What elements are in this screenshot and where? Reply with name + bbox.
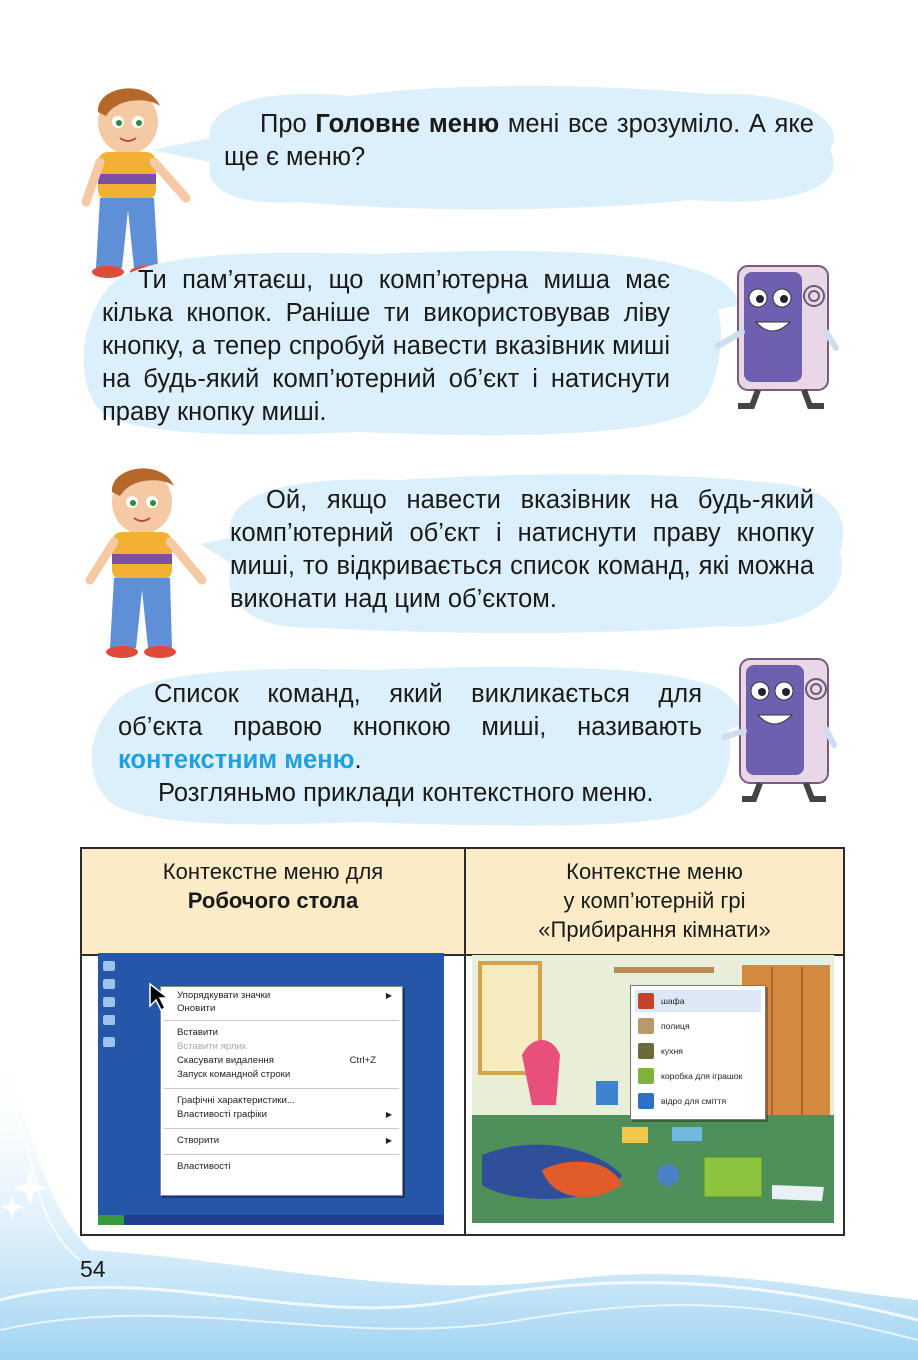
computer-character-illustration bbox=[718, 655, 840, 803]
menu-item[interactable]: Вставити bbox=[177, 1027, 219, 1038]
menu-item[interactable]: полиця bbox=[635, 1015, 761, 1037]
header-text: «Прибирання кімнати» bbox=[538, 917, 771, 942]
menu-item[interactable]: кухня bbox=[635, 1040, 761, 1062]
computer-2-text-para2: Розгляньмо приклади контекстного меню. bbox=[158, 779, 654, 807]
header-text-bold: Робочого стола bbox=[187, 888, 359, 913]
desktop-icon[interactable] bbox=[103, 1037, 115, 1047]
menu-item[interactable]: Властивості графіки ▶ bbox=[177, 1109, 392, 1120]
header-text: Контекстне меню для bbox=[162, 859, 384, 884]
term-context-menu: контекстним меню bbox=[118, 746, 355, 774]
computer-character-illustration bbox=[708, 262, 843, 410]
chevron-right-icon: ▶ bbox=[385, 1136, 392, 1145]
speech-bubble-boy-2 bbox=[200, 472, 845, 632]
trash-bucket-icon bbox=[638, 1093, 654, 1109]
shortcut-label: Ctrl+Z bbox=[349, 1055, 376, 1066]
boy-2-text: Ой, якщо навести вказівник на будь-який комп’ютерний об’єкт і натиснути праву кнопку миші, то відкривається список команд, які можна виконати над цим об’єктом. bbox=[230, 486, 814, 613]
wardrobe-icon bbox=[638, 993, 654, 1009]
table-header-desktop bbox=[81, 848, 465, 955]
kitchen-icon bbox=[638, 1043, 654, 1059]
menu-item[interactable]: Упорядкувати значки ▶ bbox=[177, 990, 392, 1001]
menu-separator bbox=[164, 1128, 399, 1129]
desktop-context-menu bbox=[160, 986, 403, 1196]
game-screenshot bbox=[472, 955, 834, 1223]
speech-bubble-computer-2 bbox=[88, 664, 748, 824]
desktop-icon[interactable] bbox=[103, 961, 115, 971]
desktop-icon[interactable] bbox=[103, 997, 115, 1007]
start-button[interactable] bbox=[98, 1215, 124, 1225]
chevron-right-icon: ▶ bbox=[385, 991, 392, 1000]
header-text: Контекстне меню bbox=[566, 859, 743, 884]
page-number: 54 bbox=[80, 1256, 106, 1282]
menu-item[interactable]: коробка для іграшок bbox=[635, 1065, 761, 1087]
table-header-game bbox=[465, 848, 844, 955]
menu-item[interactable]: Створити ▶ bbox=[177, 1135, 392, 1146]
menu-separator bbox=[164, 1154, 399, 1155]
menu-item[interactable]: Властивості bbox=[177, 1161, 231, 1172]
chevron-right-icon: ▶ bbox=[385, 1110, 392, 1119]
menu-item[interactable]: Графічні характеристики... bbox=[177, 1095, 295, 1106]
speech-bubble-boy-1 bbox=[150, 88, 840, 206]
speech-bubble-computer-1 bbox=[78, 248, 743, 436]
header-text: у комп’ютерній грі bbox=[563, 888, 746, 913]
menu-item[interactable]: Запуск командной строки bbox=[177, 1069, 291, 1080]
menu-item[interactable]: відро для сміття bbox=[635, 1090, 761, 1112]
boy-character-illustration bbox=[82, 460, 210, 660]
taskbar[interactable] bbox=[98, 1215, 444, 1225]
mouse-pointer-icon bbox=[148, 982, 170, 1012]
term-main-menu: Головне меню bbox=[315, 110, 500, 138]
menu-item[interactable]: Оновити bbox=[177, 1003, 216, 1014]
menu-item[interactable]: Скасувати видалення Ctrl+Z bbox=[177, 1055, 376, 1066]
desktop-icon[interactable] bbox=[103, 979, 115, 989]
shelf-icon bbox=[638, 1018, 654, 1034]
menu-item[interactable]: шафа bbox=[635, 990, 761, 1012]
boy-1-text: Про Головне меню мені все зрозуміло. А яке ще є меню? bbox=[224, 110, 814, 171]
menu-separator bbox=[164, 1088, 399, 1089]
computer-2-text: Список команд, який викликається для об’єкта правою кнопкою миші, називають контекстним меню. bbox=[118, 680, 702, 774]
desktop-screenshot bbox=[98, 953, 444, 1225]
computer-1-text: Ти пам’ятаєш, що комп’ютерна миша має кілька кнопок. Раніше ти використовував ліву кнопку, а тепер спробуй навести вказівник миші на будь-який комп’ютерний об’єкт і натиснути праву кнопку миші. bbox=[102, 266, 670, 426]
menu-item-disabled: Вставити ярлик bbox=[177, 1041, 247, 1052]
toy-box-icon bbox=[638, 1068, 654, 1084]
menu-separator bbox=[164, 1020, 399, 1021]
desktop-icon[interactable] bbox=[103, 1015, 115, 1025]
game-context-menu bbox=[630, 985, 766, 1120]
